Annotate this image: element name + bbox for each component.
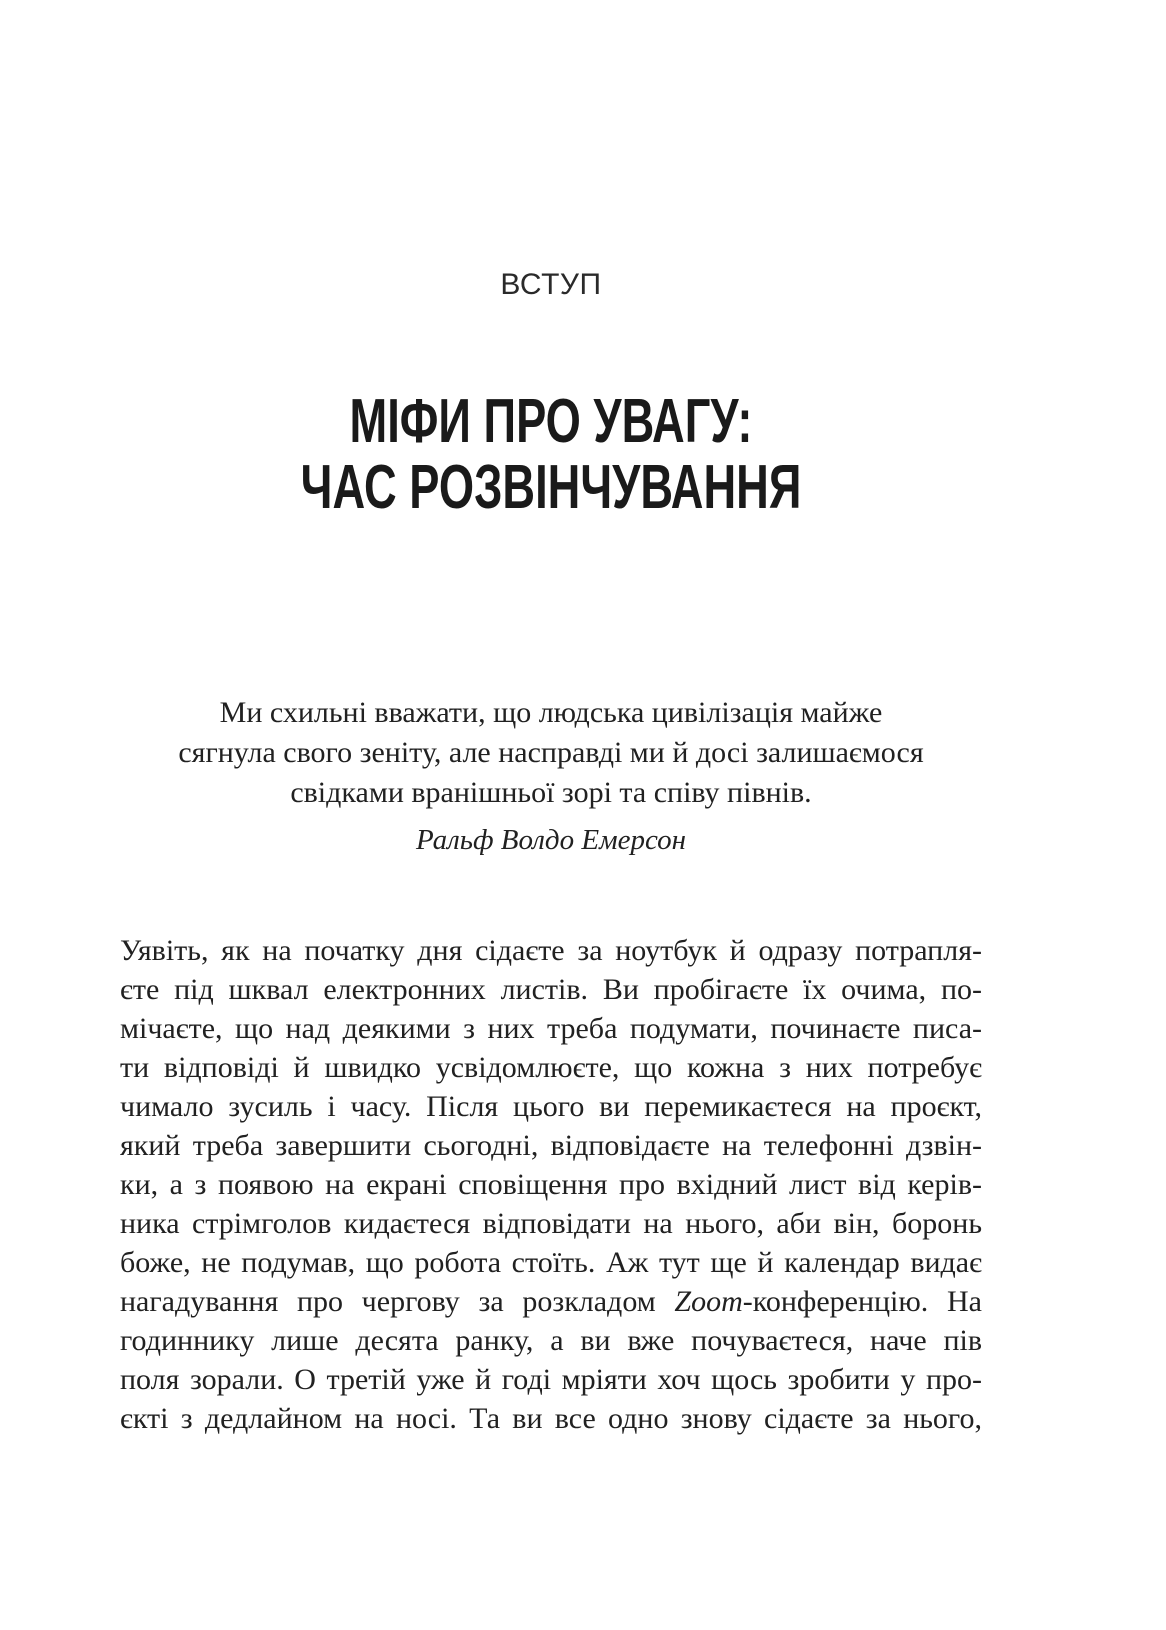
body-text-line: єкті з дедлайном на носі. Та ви все одно знову сідаєте за нього, (120, 1402, 982, 1435)
epigraph-line: свідками вранішньої зорі та співу півнів. (290, 776, 812, 809)
epigraph-line: сягнула свого зеніту, але насправді ми й досі залишаємося (178, 736, 924, 769)
body-text-line: ти відповіді й швидко усвідомлюєте, що кожна з них потребує (120, 1051, 982, 1084)
body-text-line: поля зорали. О третій уже й годі мріяти хоч щось зробити у про- (120, 1363, 982, 1396)
body-text-line: нагадування про чергову за розкладом Zoom-конференцію. На (120, 1285, 982, 1318)
body-text-line: єте під шквал електронних листів. Ви пробігаєте їх очима, по- (120, 973, 982, 1006)
body-text-line: Уявіть, як на початку дня сідаєте за ноутбук й одразу потрапля- (120, 934, 982, 967)
body-text-line: годиннику лише десята ранку, а ви вже почуваєтеся, наче пів (120, 1324, 982, 1357)
body-paragraph (120, 931, 982, 1438)
body-text-line: ки, а з появою на екрані сповіщення про вхідний лист від керів- (120, 1168, 982, 1201)
epigraph-line: Ми схильні вважати, що людська цивілізація майже (219, 696, 883, 729)
body-text-line: боже, не подумав, що робота стоїть. Аж тут ще й календар видає (120, 1246, 982, 1279)
body-text-line: ника стрімголов кидаєтеся відповідати на нього, аби він, боронь (120, 1207, 982, 1240)
chapter-title-line-1: МІФИ ПРО УВАГУ: (349, 387, 753, 456)
epigraph-quote (120, 693, 982, 813)
body-text-line: який треба завершити сьогодні, відповідаєте на телефонні дзвін- (120, 1129, 982, 1162)
chapter-title (236, 389, 865, 521)
chapter-title-line-2: ЧАС РОЗВІНЧУВАННЯ (300, 453, 802, 522)
epigraph-attribution: Ральф Волдо Емерсон (416, 824, 686, 856)
body-text-line: чимало зусиль і часу. Після цього ви перемикаєтеся на проєкт, (120, 1090, 982, 1123)
body-text-line: мічаєте, що над деякими з них треба подумати, починаєте писа- (120, 1012, 982, 1045)
section-label: ВСТУП (500, 268, 602, 301)
